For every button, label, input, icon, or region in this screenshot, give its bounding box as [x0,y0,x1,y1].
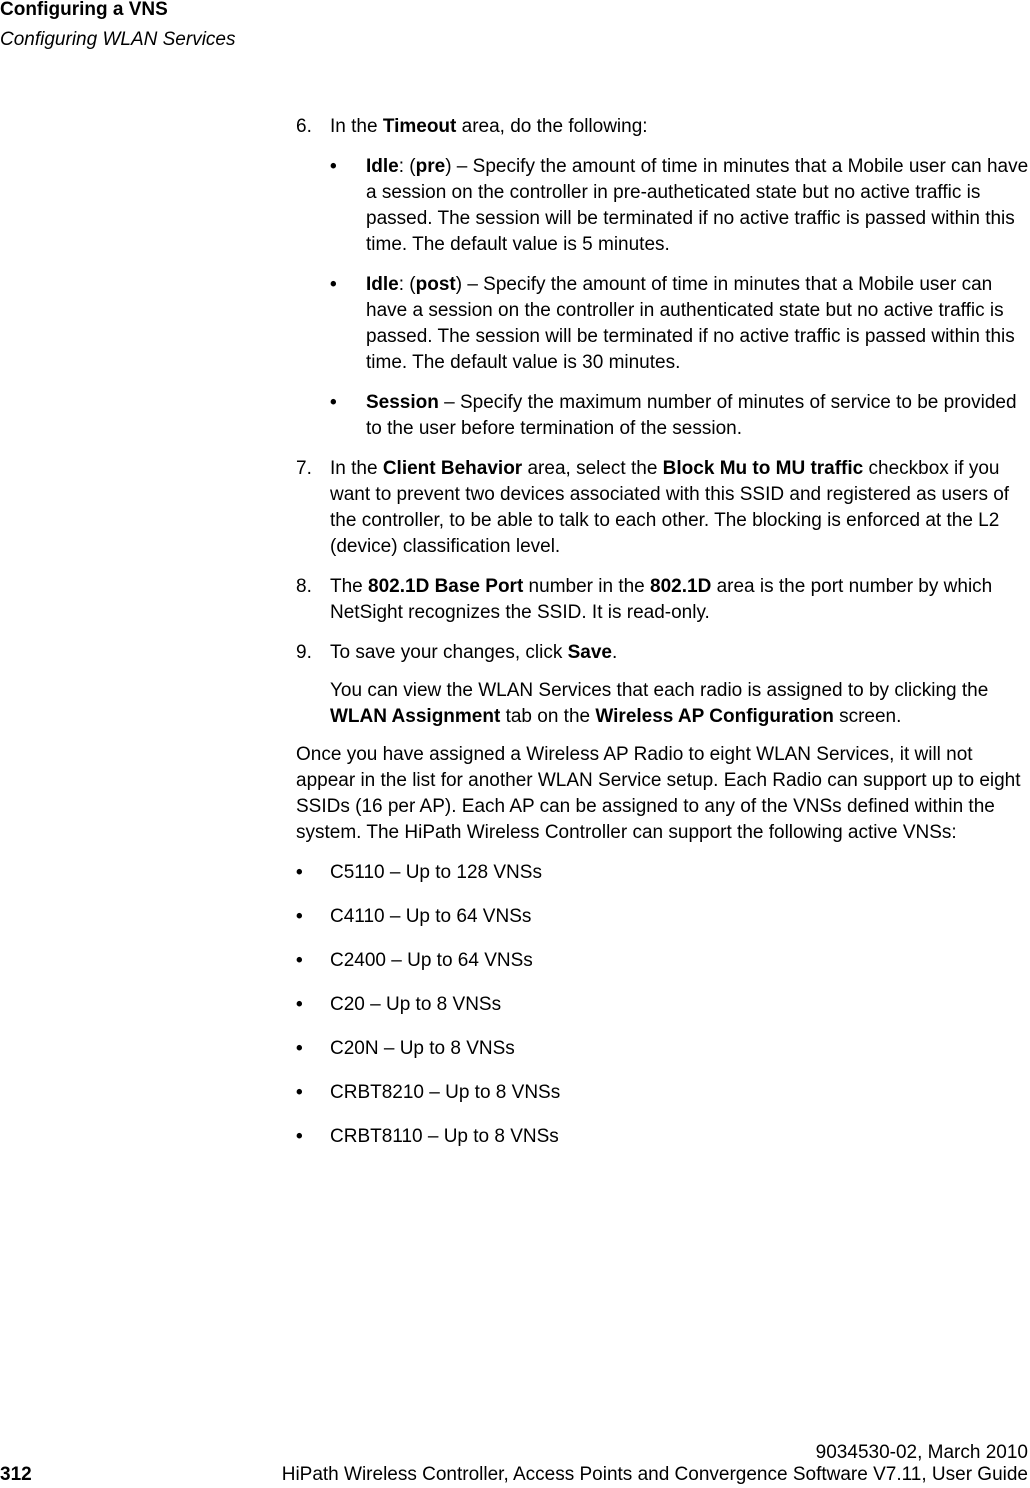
list-item: • C4110 – Up to 64 VNSs [296,904,1030,930]
timeout-options-list [330,154,1030,442]
bullet-icon: • [296,950,303,971]
list-item: • Idle: (post) – Specify the amount of time in minutes that a Mobile user can have a session on the controller in authenticated state but no active traffic is passed. The session will be terminated if no active traffic is passed within this time. The default value is 30 minutes. [330,274,1015,373]
step-text: In the Client Behavior area, select the Block Mu to MU traffic checkbox if you want to prevent two devices associated with this SSID and registered as users of the controller, to be able to talk to each other. The blocking is enforced at the L2 (device) classification level. [330,458,1010,557]
list-item: • CRBT8110 – Up to 8 VNSs [296,1124,1030,1150]
step-7 [296,456,1030,560]
step-text: In the Timeout area, do the following: [330,116,648,137]
list-item: • Session – Specify the maximum number of minutes of service to be provided to the user before termination of the session. [330,392,1017,439]
bullet-icon: • [296,1038,303,1059]
bullet-icon: • [296,1126,303,1147]
step-number: 6. [296,116,312,137]
bullet-icon: • [296,906,303,927]
guide-title: HiPath Wireless Controller, Access Points and Convergence Software V7.11, User Guide [281,1464,1028,1485]
main-content [296,114,1030,1168]
step-number: 9. [296,642,312,663]
page-header [0,0,235,51]
footer-row [0,1464,1030,1486]
section-title: Configuring WLAN Services [0,29,236,50]
step-6 [296,114,1030,442]
step-number: 8. [296,576,312,597]
bullet-icon: • [330,274,337,295]
list-item: • C2400 – Up to 64 VNSs [296,948,1030,974]
list-item: • C20 – Up to 8 VNSs [296,992,1030,1018]
bullet-icon: • [330,156,337,177]
bullet-icon: • [296,994,303,1015]
list-item: • CRBT8210 – Up to 8 VNSs [296,1080,1030,1106]
page-number: 312 [0,1464,32,1485]
chapter-title: Configuring a VNS [0,0,168,20]
page-footer [0,1442,1030,1488]
document-id: 9034530-02, March 2010 [815,1442,1028,1463]
list-item: • Idle: (pre) – Specify the amount of time in minutes that a Mobile user can have a session on the controller in pre-autheticated state but no active traffic is passed. The session will be terminated if no active traffic is passed within this time. The default value is 5 minutes. [330,156,1029,255]
bullet-icon: • [296,1082,303,1103]
list-item: • C20N – Up to 8 VNSs [296,1036,1030,1062]
step-8 [296,574,1030,626]
step-text: The 802.1D Base Port number in the 802.1D area is the port number by which NetSight recognizes the SSID. It is read-only. [330,576,993,623]
body-paragraph: Once you have assigned a Wireless AP Radio to eight WLAN Services, it will not appear in the list for another WLAN Service setup. Each Radio can support up to eight SSIDs (16 per AP). Each AP can be assigned to any of the VNSs defined within the system. The HiPath Wireless Controller can support the following active VNSs: [296,744,1021,843]
vns-capacity-list [296,860,1030,1150]
step-text: To save your changes, click Save. [330,642,618,663]
note-paragraph: You can view the WLAN Services that each radio is assigned to by clicking the WLAN Assignment tab on the Wireless AP Configuration screen. [330,680,989,727]
list-item: • C5110 – Up to 128 VNSs [296,860,1030,886]
step-9 [296,640,1030,666]
bullet-icon: • [330,392,337,413]
bullet-icon: • [296,862,303,883]
step-number: 7. [296,458,312,479]
